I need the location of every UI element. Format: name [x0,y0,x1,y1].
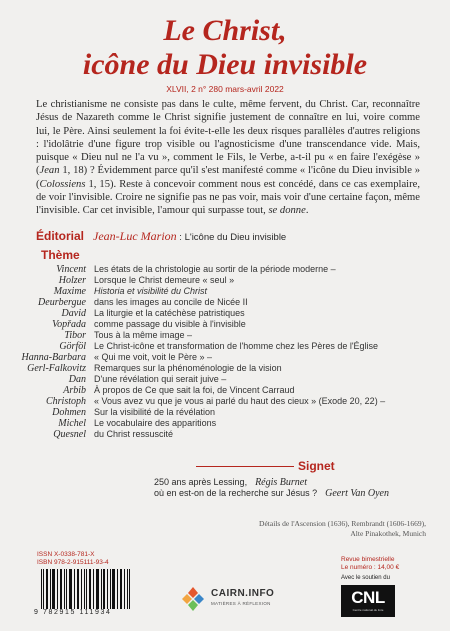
author-last: Deurbergue [38,297,86,308]
toc-article [94,418,414,440]
author-last: Quesnel [53,429,86,440]
cairn-name: CAIRN.INFO [211,588,275,599]
intro-text-1: Le christianisme ne consiste pas dans le culte, même fervent, du Christ. Car, reconnaître Jésus de Nazareth comme le Christ signifie justement de connaître en lui, voire comme lui, le Père. Ainsi seulement la foi évite-t-elle les deux risques parallèles d'autres religions : l'idolâtrie d'une figure trop visible ou l'agnosticisme d'une transcendance vide. Mais, puisque « Dieu nul ne l'a vu », comment le Fils, le Verbe, a-t-il pu « en faire l'exégèse » ( [36,99,420,177]
credit-line-1: Détails de l'Ascension (1636), Rembrandt (1606-1669), [259,519,426,528]
intro-text-4: . [305,205,309,217]
article-line: Tous à la même image – [94,330,193,340]
signet-entry [154,477,424,499]
revue-info [341,556,427,572]
cnl-logo-subtitle: Centre national du livre [352,608,384,612]
article-line: À propos de Ce que sait la foi, de Vincent Carraud [94,385,295,395]
article-line: « Qui me voit, voit le Père » – [94,352,213,362]
cnl-logo-text: CNL [351,588,385,607]
toc-article [94,330,414,352]
author-last: Vopřada [52,319,86,330]
credit-line-2: Alte Pinakothek, Munich [350,529,426,538]
editorial-separator: : [176,232,185,243]
revue-price: Le numéro : 14,00 € [341,564,400,571]
article-line: « Vous avez vu que je vous ai parlé du haut des cieux » (Exode 20, 22) – [94,396,386,406]
article-line: dans les images au concile de Nicée II [94,297,248,307]
article-line: Historia et visibilité du Christ [94,286,208,296]
author-first: Maxime [53,286,86,297]
signet-heading: Signet [298,459,335,473]
intro-end: se donne [268,205,306,217]
author-last: Arbib [63,385,86,396]
article-line: Les états de la christologie au sortir de la période moderne – [94,264,336,274]
toc-article [94,286,414,308]
article-line: La liturgie et la catéchèse patristiques [94,308,245,318]
isbn-number: ISBN 978-2-915111-93-4 [37,559,109,566]
cairn-logo-block [181,586,301,614]
signet-line-1: 250 ans après Lessing, [154,477,248,487]
revue-type: Revue bimestrielle [341,556,395,563]
title-line-1: Le Christ, [163,14,287,47]
toc-author [0,308,86,330]
article-line: Le vocabulaire des apparitions [94,418,217,428]
author-last: Holzer [58,275,86,286]
intro-ref-jean: Jean [39,165,60,177]
editorial-author: Jean-Luc Marion [93,229,177,243]
soutien-label: Avec le soutien du [341,575,390,581]
author-first: Michel [58,418,86,429]
toc-article [94,396,414,418]
editorial-label: Éditorial [36,229,85,243]
toc-article [94,308,414,330]
article-line: du Christ ressuscité [94,429,174,439]
toc-author [0,374,86,396]
author-first: David [61,308,86,319]
toc-author [0,286,86,308]
author-last: Görföl [59,341,86,352]
isbn-block [37,551,109,567]
cnl-logo [341,585,395,617]
editorial-title: L'icône du Dieu invisible [184,232,287,243]
cairn-tagline: MATIÈRES À RÉFLEXION [211,601,271,606]
toc-author [0,352,86,374]
image-credit [240,519,426,539]
author-first: Vincent [56,264,86,275]
issue-info: XLVII, 2 n° 280 mars-avril 2022 [166,84,284,94]
toc-author [0,330,86,352]
author-last: Dohmen [52,407,86,418]
article-line: Le Christ-icône et transformation de l'homme chez les Pères de l'Église [94,341,379,351]
theme-heading: Thème [41,248,80,262]
cairn-logo-icon [181,586,205,612]
signet-rule [196,466,294,467]
article-line: Remarques sur la phénoménologie de la vision [94,363,282,373]
article-line: D'une révélation qui serait juive – [94,374,227,384]
author-first: Christoph [45,396,86,407]
issn-number: ISSN X-0338-781-X [37,551,95,558]
author-first: Dan [68,374,86,385]
toc-article [94,352,414,374]
author-last: Gerl-Falkovitz [27,363,86,374]
intro-ref-colossiens: Colossiens [39,178,86,190]
author-first: Hanna-Barbara [21,352,86,363]
article-line: Sur la visibilité de la révélation [94,407,216,417]
signet-author-1: Régis Burnet [255,477,308,488]
toc-article [94,264,414,286]
toc-author [0,396,86,418]
intro-text-2: 1, 18) ? Évidemment parce qu'il s'est manifesté comme « l'icône du Dieu invisible » ( [36,165,420,190]
barcode-digits: 9 782915 111934 [34,609,144,616]
signet-line-2: où en est-on de la recherche sur Jésus ? [154,488,318,498]
signet-author-2: Geert Van Oyen [325,488,389,499]
editorial-line [36,229,426,244]
article-line: Lorsque le Christ demeure « seul » [94,275,235,285]
title-line-2: icône du Dieu invisible [82,48,368,81]
toc-author [0,418,86,440]
toc-author [0,264,86,286]
author-first: Tibor [64,330,86,341]
intro-text-3: 1, 15). Reste à concevoir comment nous est concédé, dans ce cas exemplaire, de voir l'invisible. Croire ne signifie pas ne pas voir, mais voir d'une certaine façon, même l'invisible. Car cet invisible, l'amour qui surpasse tout, [36,178,420,217]
toc-article [94,374,414,396]
intro-paragraph [36,98,420,218]
article-line: comme passage du visible à l'invisible [94,319,246,329]
